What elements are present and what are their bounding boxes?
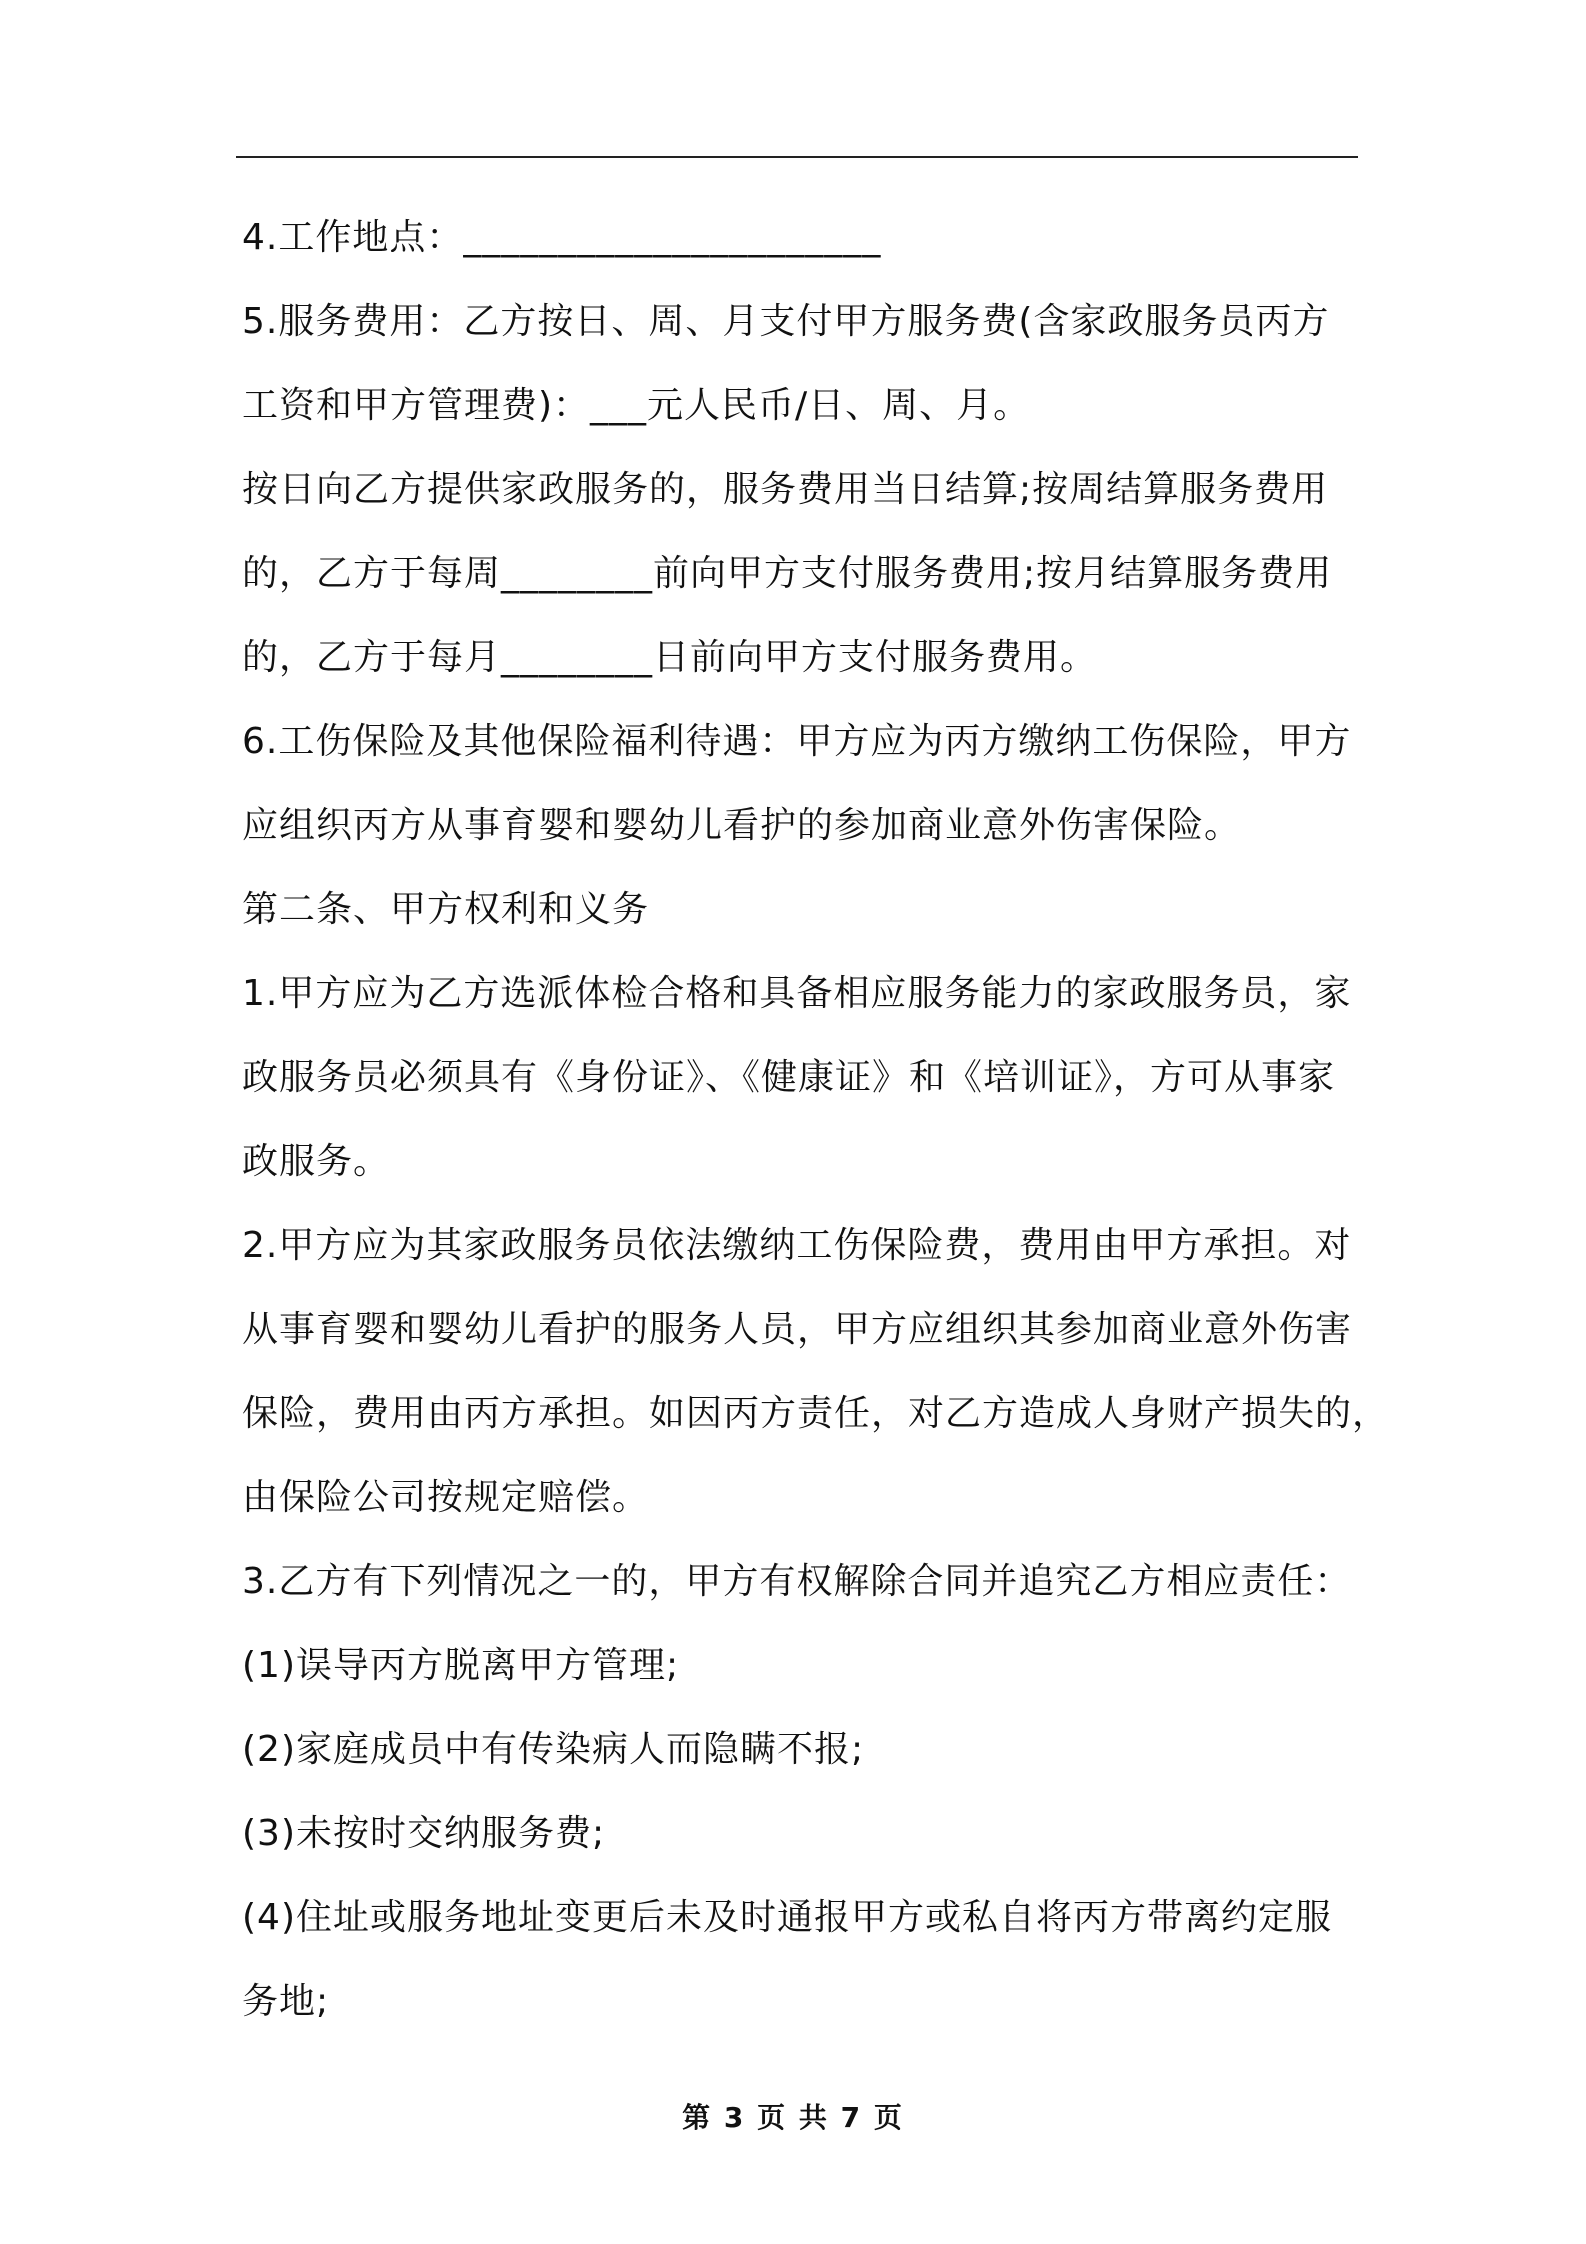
text-line: 应组织丙方从事育婴和婴幼儿看护的参加商业意外伤害保险。 [242,805,1242,846]
text-line: 从事育婴和婴幼儿看护的服务人员，甲方应组织其参加商业意外伤害 [242,1309,1353,1350]
text-line: (2)家庭成员中有传染病人而隐瞒不报; [242,1729,865,1770]
text-line: 按日向乙方提供家政服务的，服务费用当日结算;按周结算服务费用 [242,469,1329,510]
text-line: 2.甲方应为其家政服务员依法缴纳工伤保险费，费用由甲方承担。对 [242,1225,1352,1266]
text-line: 保险，费用由丙方承担。如因丙方责任，对乙方造成人身财产损失的， [242,1393,1390,1434]
text-line: 政服务员必须具有《身份证》、《健康证》和《培训证》，方可从事家 [242,1057,1336,1098]
text-line: 6.工伤保险及其他保险福利待遇：甲方应为丙方缴纳工伤保险，甲方 [242,721,1352,762]
text-line: 工资和甲方管理费)：___元人民币/日、周、月。 [242,385,1031,426]
text-line: 的，乙方于每周________前向甲方支付服务费用;按月结算服务费用 [242,553,1333,594]
text-line: 政服务。 [242,1141,391,1182]
section-heading: 第二条、甲方权利和义务 [242,889,650,930]
text-line: 1.甲方应为乙方选派体检合格和具备相应服务能力的家政服务员，家 [242,973,1352,1014]
document-body [242,196,1390,2044]
text-line: 4.工作地点：______________________ [242,217,882,258]
text-line: 务地; [242,1981,330,2022]
text-line: (1)误导丙方脱离甲方管理; [242,1645,680,1686]
page-number: 第 3 页 共 7 页 [682,2101,904,2134]
text-line: 5.服务费用：乙方按日、周、月支付甲方服务费(含家政服务员丙方 [242,301,1330,342]
text-line: (4)住址或服务地址变更后未及时通报甲方或私自将丙方带离约定服 [242,1897,1332,1938]
header-rule [236,156,1358,158]
text-line: (3)未按时交纳服务费; [242,1813,606,1854]
text-line: 由保险公司按规定赔偿。 [242,1477,650,1518]
text-line: 3.乙方有下列情况之一的，甲方有权解除合同并追究乙方相应责任： [242,1561,1352,1602]
text-line: 的，乙方于每月________日前向甲方支付服务费用。 [242,637,1098,678]
